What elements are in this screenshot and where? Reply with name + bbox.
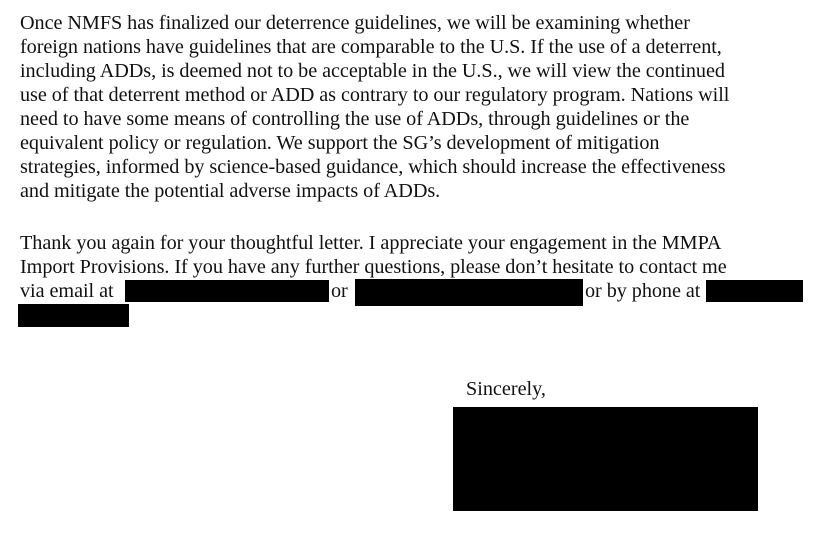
redacted-email-1: [125, 280, 329, 302]
closing-salutation: Sincerely,: [466, 378, 546, 400]
text-line: Thank you again for your thoughtful letter. I appreciate your engagement in the MMPA: [20, 232, 722, 254]
redacted-phone-1: [706, 280, 803, 302]
text-line: and mitigate the potential adverse impacts of ADDs.: [20, 180, 441, 202]
redacted-phone-2: [18, 304, 129, 327]
text-line: Import Provisions. If you have any further questions, please don’t hesitate to contact me: [20, 256, 727, 278]
text-line: Once NMFS has finalized our deterrence guidelines, we will be examining whether: [20, 12, 690, 34]
redacted-email-2: [355, 279, 583, 306]
contact-phone-text: or by phone at: [585, 280, 701, 302]
redacted-signature-block: [453, 407, 758, 511]
text-line: use of that deterrent method or ADD as contrary to our regulatory program. Nations will: [20, 84, 730, 106]
text-line: strategies, informed by science-based guidance, which should increase the effectiveness: [20, 156, 726, 178]
contact-prefix-text: via email at: [20, 280, 114, 302]
text-line: need to have some means of controlling the use of ADDs, through guidelines or the: [20, 108, 690, 130]
text-line: including ADDs, is deemed not to be acceptable in the U.S., we will view the continued: [20, 60, 725, 82]
text-line: equivalent policy or regulation. We support the SG’s development of mitigation: [20, 132, 660, 154]
text-line: foreign nations have guidelines that are comparable to the U.S. If the use of a deterrent,: [20, 36, 722, 58]
contact-or-text: or: [331, 280, 348, 302]
